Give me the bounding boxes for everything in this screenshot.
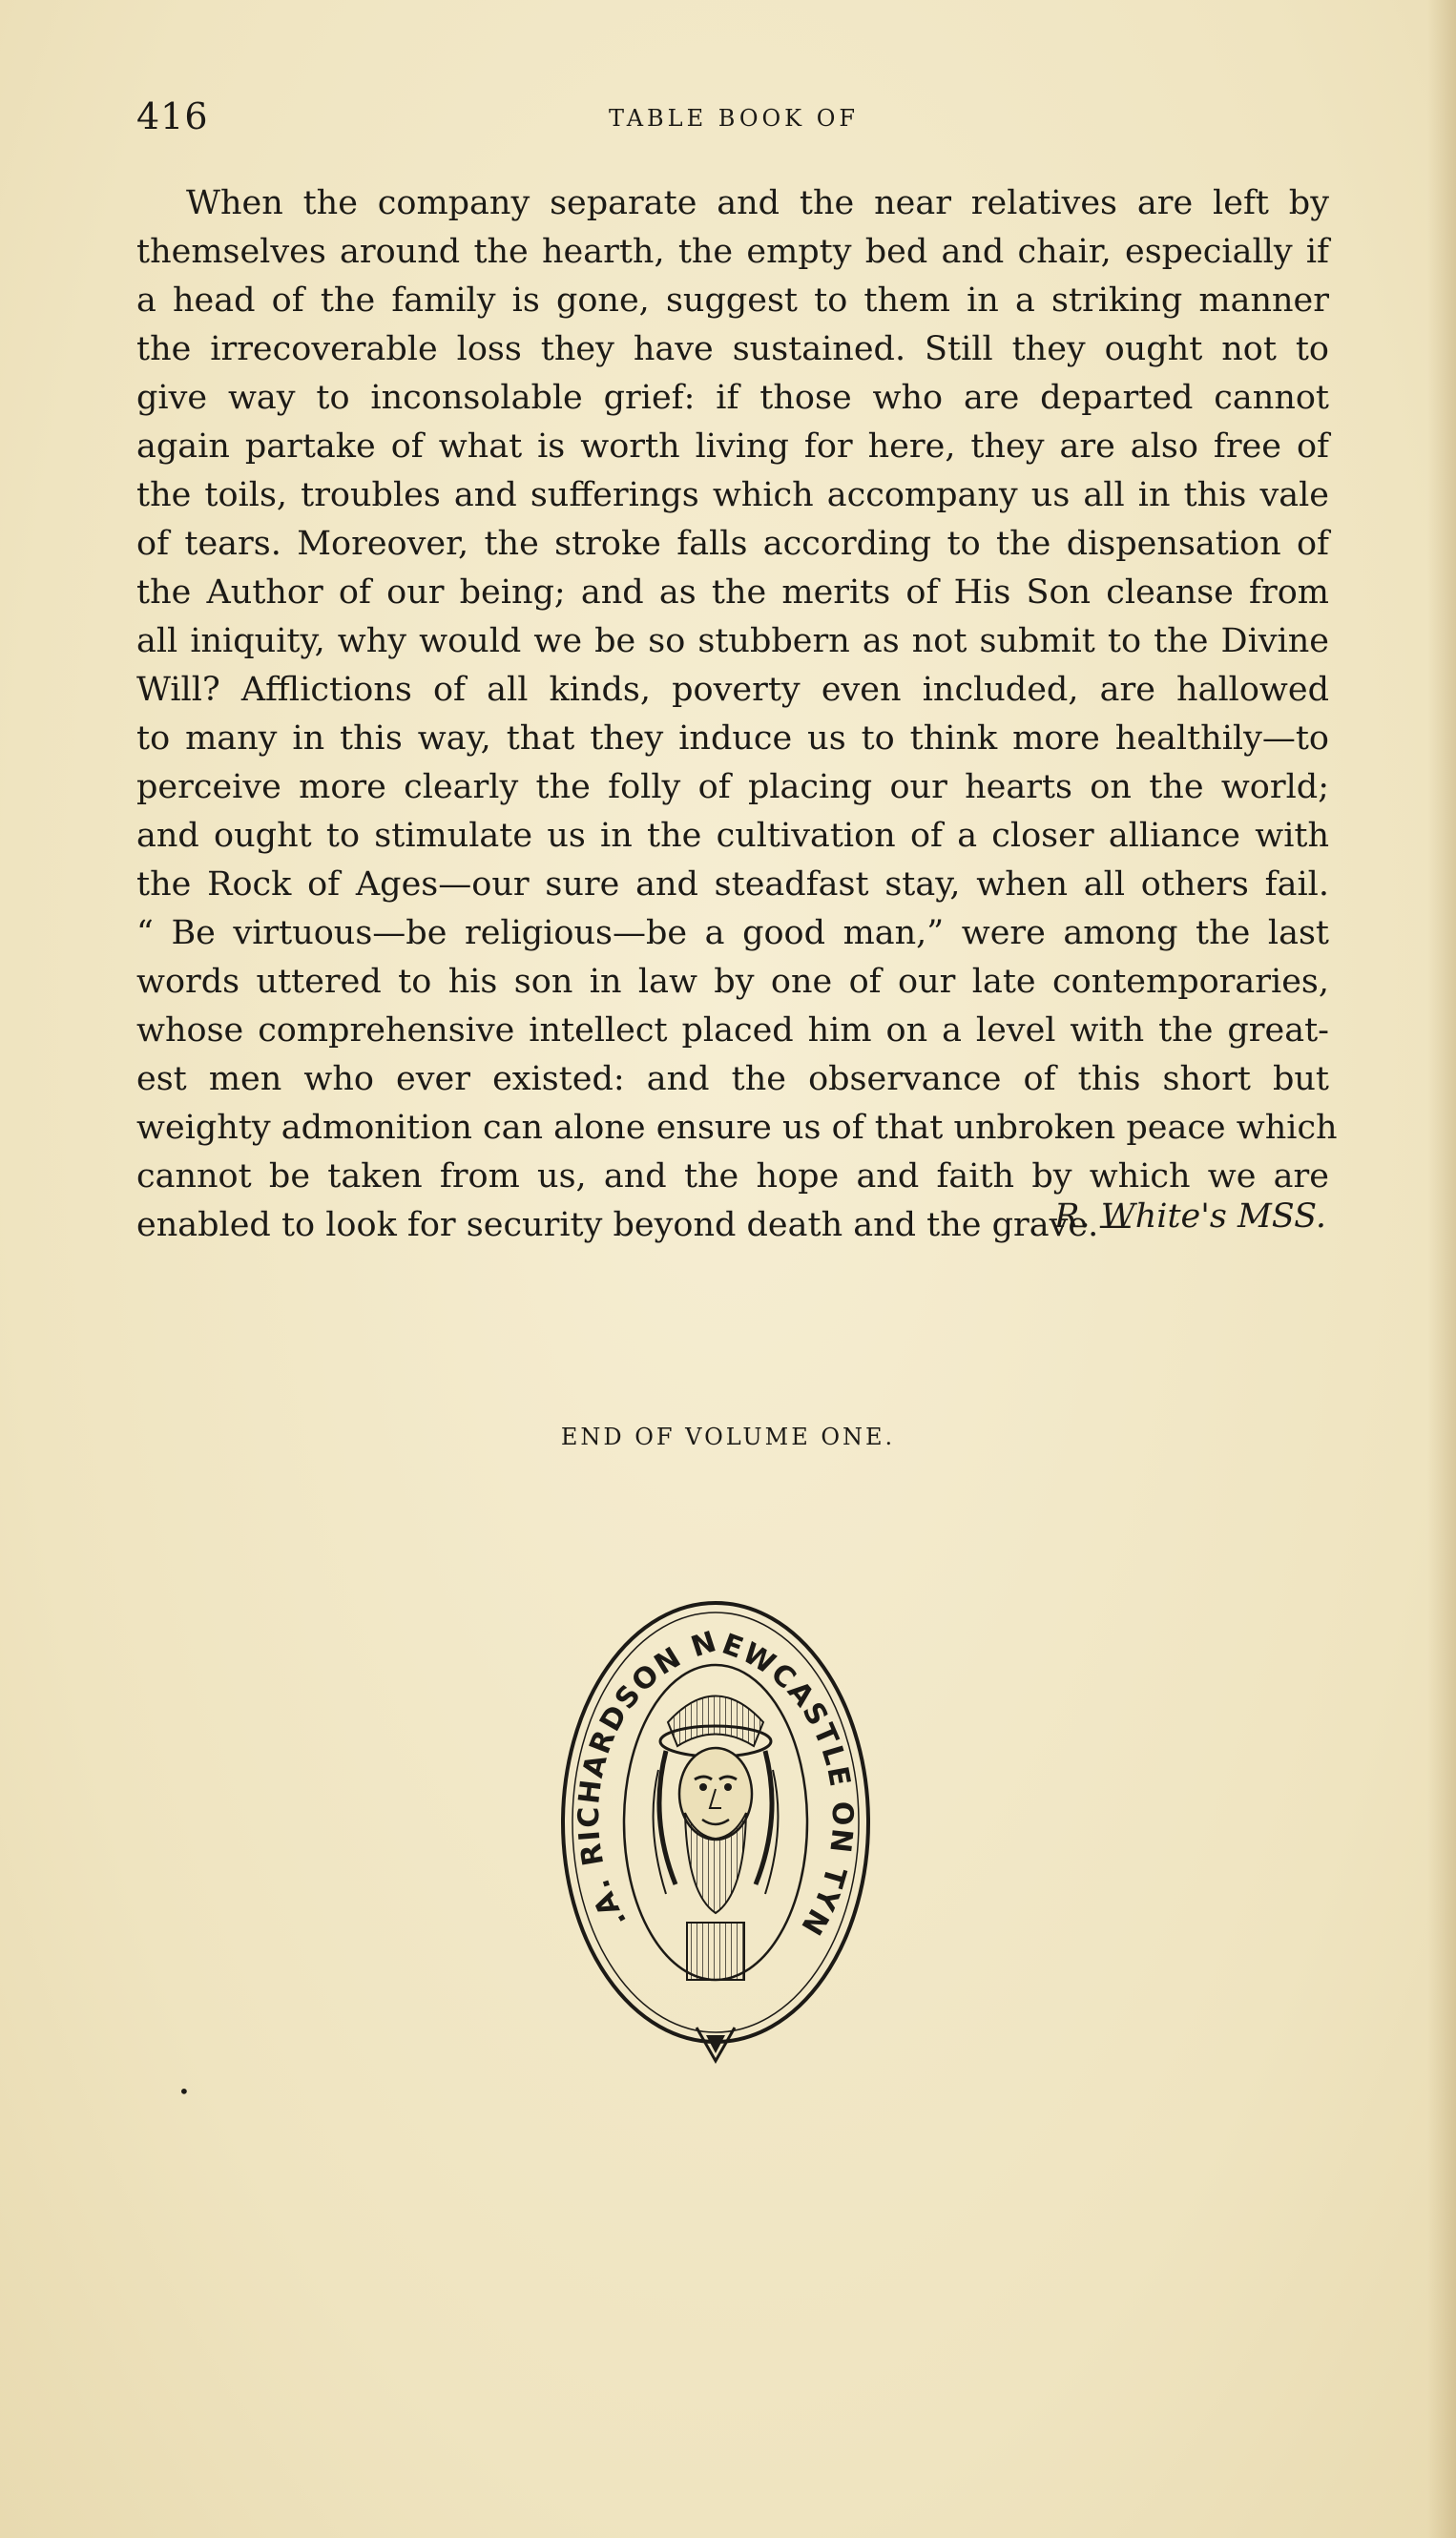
text-line: words uttered to his son in law by one of our late contemporaries,	[136, 963, 1329, 1001]
text-line: perceive more clearly the folly of placing our hearts on the world;	[136, 768, 1329, 806]
text-line: the Rock of Ages—our sure and steadfast stay, when all others fail.	[136, 865, 1329, 904]
ink-fleck: •	[178, 2080, 190, 2103]
pedestal-icon	[687, 1923, 744, 1980]
printer-device-svg	[553, 1579, 878, 2075]
running-head	[0, 95, 1456, 143]
text-line: to many in this way, that they induce us to think more healthily—to	[136, 719, 1329, 758]
text-line: again partake of what is worth living for here, they are also free of	[136, 427, 1329, 466]
text-line: a head of the family is gone, suggest to them in a striking manner	[136, 281, 1329, 320]
text-line: the toils, troubles and sufferings which accompany us all in this vale	[136, 476, 1329, 514]
running-title: TABLE BOOK OF	[609, 105, 860, 132]
mask-face-icon	[654, 1696, 779, 1914]
text-line: and ought to stimulate us in the cultivation of a closer alliance with	[136, 817, 1329, 855]
text-line: all iniquity, why would we be so stubbern as not submit to the Divine	[136, 622, 1329, 660]
text-line: the Author of our being; and as the merits of His Son cleanse from	[136, 573, 1329, 612]
text-line: the irrecoverable loss they have sustained. Still they ought not to	[136, 330, 1329, 368]
text-line: est men who ever existed: and the observance of this short but	[136, 1060, 1329, 1098]
text-line: enabled to look for security beyond death and the grave.—	[136, 1206, 1133, 1244]
text-line: weighty admonition can alone ensure us of that unbroken peace which	[136, 1109, 1338, 1147]
page-edge-shadow	[1427, 0, 1456, 2538]
text-line: give way to inconsolable grief: if those who are departed cannot	[136, 379, 1329, 417]
text-line: cannot be taken from us, and the hope and faith by which we are	[136, 1157, 1329, 1196]
text-line: themselves around the hearth, the empty bed and chair, especially if	[136, 233, 1329, 271]
attribution: R. White's MSS.	[1054, 1197, 1326, 1236]
text-line: of tears. Moreover, the stroke falls according to the dispensation of	[136, 525, 1329, 563]
text-line: “ Be virtuous—be religious—be a good man,” were among the last	[136, 914, 1329, 952]
page-number: 416	[136, 95, 209, 137]
device-legend: .A. RICHARDSON NEWCASTLE ON TYN	[572, 1624, 859, 1943]
text-line: whose comprehensive intellect placed him on a level with the great-	[136, 1011, 1329, 1050]
body-paragraph	[136, 179, 1338, 1250]
printer-device-emblem	[553, 1579, 878, 2075]
end-of-volume-note: END OF VOLUME ONE.	[560, 1424, 896, 1450]
text-line: When the company separate and the near relatives are left by	[186, 184, 1329, 222]
text-line: Will? Afflictions of all kinds, poverty even included, are hallowed	[136, 671, 1329, 709]
